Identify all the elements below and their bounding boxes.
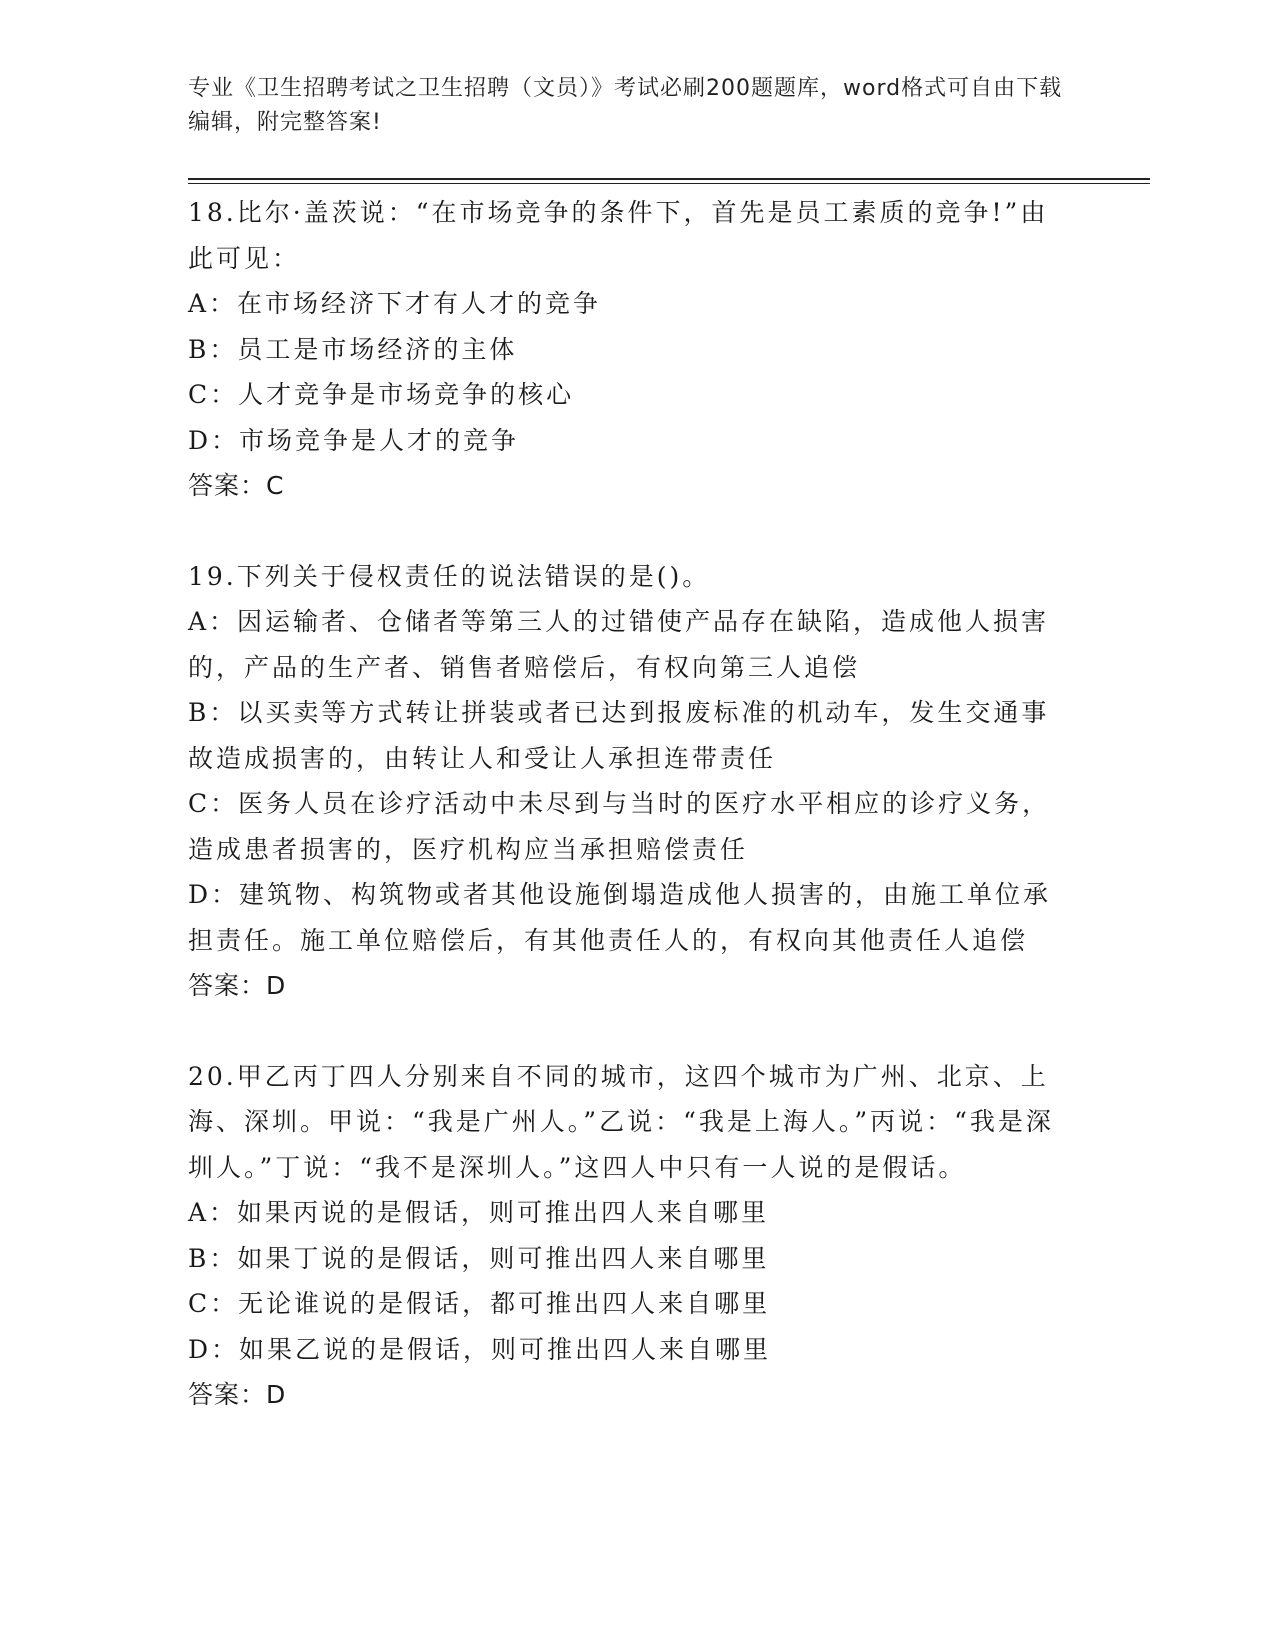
header-divider-thick [188,178,1150,180]
option-a: A：在市场经济下才有人才的竞争 [188,289,602,318]
answer: 答案：D [188,971,287,1000]
option-a: A：因运输者、仓储者等第三人的过错使产品存在缺陷，造成他人损害的，产品的生产者、销售者赔偿后，有权向第三人追偿 [188,607,1050,682]
header-divider-thin [188,183,1150,184]
option-c: C：医务人员在诊疗活动中未尽到与当时的医疗水平相应的诊疗义务，造成患者损害的，医疗机构应当承担赔偿责任 [188,789,1051,864]
question-19 [188,554,1068,1009]
option-b: B：如果丁说的是假话，则可推出四人来自哪里 [188,1243,770,1273]
answer: 答案：D [188,1380,287,1409]
option-c: C：人才竞争是市场竞争的核心 [188,380,575,409]
option-a: A：如果丙说的是假话，则可推出四人来自哪里 [188,1198,770,1227]
option-c: C：无论谁说的是假话，都可推出四人来自哪里 [188,1289,771,1318]
question-stem: 20.甲乙丙丁四人分别来自不同的城市，这四个城市为广州、北京、上海、深圳。甲说：“我是广州人。”乙说：“我是上海人。”丙说：“我是深圳人。”丁说：“我不是深圳人。”这四人中只有一人说的是假话。 [188,1061,1054,1182]
option-b: B：以买卖等方式转让拼装或者已达到报废标准的机动车，发生交通事故造成损害的，由转让人和受让人承担连带责任 [188,698,1050,773]
option-b: B：员工是市场经济的主体 [188,334,518,364]
question-stem: 19.下列关于侵权责任的说法错误的是()。 [188,561,711,591]
question-20 [188,1054,1068,1418]
option-d: D：市场竞争是人才的竞争 [188,425,520,455]
option-d: D：建筑物、构筑物或者其他设施倒塌造成他人损害的，由施工单位承担责任。施工单位赔偿后，有其他责任人的，有权向其他责任人追偿 [188,880,1052,955]
answer: 答案：C [188,471,285,500]
document-header: 专业《卫生招聘考试之卫生招聘（文员）》考试必刷200题题库，word格式可自由下载编辑，附完整答案! [188,76,1063,135]
question-stem: 18.比尔·盖茨说：“在市场竞争的条件下，首先是员工素质的竞争!”由此可见： [188,198,1049,273]
option-d: D：如果乙说的是假话，则可推出四人来自哪里 [188,1334,772,1364]
question-18 [188,190,1068,509]
question-list [188,190,1068,1418]
